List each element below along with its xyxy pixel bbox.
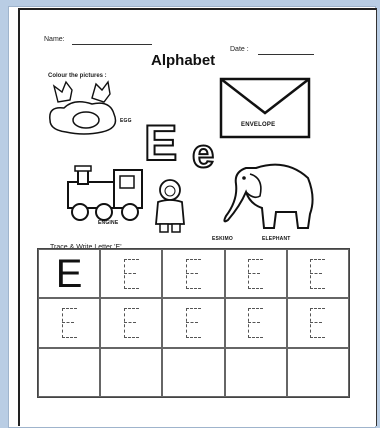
egg-label: EGG: [120, 118, 132, 124]
name-line: [72, 44, 152, 45]
trace-cell[interactable]: [38, 249, 100, 298]
dotted-letter-e: [248, 308, 263, 338]
elephant-label: ELEPHANT: [262, 236, 291, 242]
egg-illustration: [44, 78, 124, 136]
solid-letter-e: E: [55, 251, 83, 296]
trace-cell[interactable]: [225, 298, 287, 347]
elephant-illustration: [216, 148, 320, 234]
dotted-letter-e: [124, 308, 139, 338]
trace-cell[interactable]: [100, 249, 162, 298]
engine-illustration: [62, 160, 150, 222]
dotted-letter-e: [186, 308, 201, 338]
colour-instruction: Colour the pictures :: [48, 73, 107, 79]
trace-cell[interactable]: [287, 249, 349, 298]
eskimo-label: ESKIMO: [212, 236, 233, 242]
trace-cell-empty[interactable]: [100, 348, 162, 397]
dotted-letter-e: [62, 308, 77, 338]
eskimo-illustration: [150, 178, 190, 236]
envelope-label: ENVELOPE: [241, 122, 276, 128]
dotted-letter-e: [248, 259, 263, 289]
trace-cell[interactable]: [225, 249, 287, 298]
engine-label: ENGINE: [98, 220, 119, 226]
dotted-letter-e: [124, 259, 139, 289]
trace-cell[interactable]: [100, 298, 162, 347]
trace-cell-empty[interactable]: [287, 348, 349, 397]
name-label: Name:: [44, 36, 65, 43]
trace-grid: [37, 248, 350, 398]
date-line: [258, 54, 314, 55]
big-uppercase-e: E: [144, 115, 178, 171]
big-lowercase-e: e: [192, 132, 215, 176]
worksheet-title: Alphabet: [151, 52, 216, 69]
trace-cell[interactable]: [38, 298, 100, 347]
dotted-letter-e: [310, 308, 325, 338]
trace-cell[interactable]: [162, 249, 224, 298]
envelope-illustration: [219, 77, 311, 139]
trace-cell-empty[interactable]: [162, 348, 224, 397]
dotted-letter-e: [186, 259, 201, 289]
trace-cell[interactable]: [287, 298, 349, 347]
trace-cell-empty[interactable]: [225, 348, 287, 397]
trace-cell-empty[interactable]: [38, 348, 100, 397]
date-label: Date :: [230, 46, 249, 53]
trace-cell[interactable]: [162, 298, 224, 347]
dotted-letter-e: [310, 259, 325, 289]
trace-instruction: Trace & Write Letter 'E': [50, 244, 122, 251]
